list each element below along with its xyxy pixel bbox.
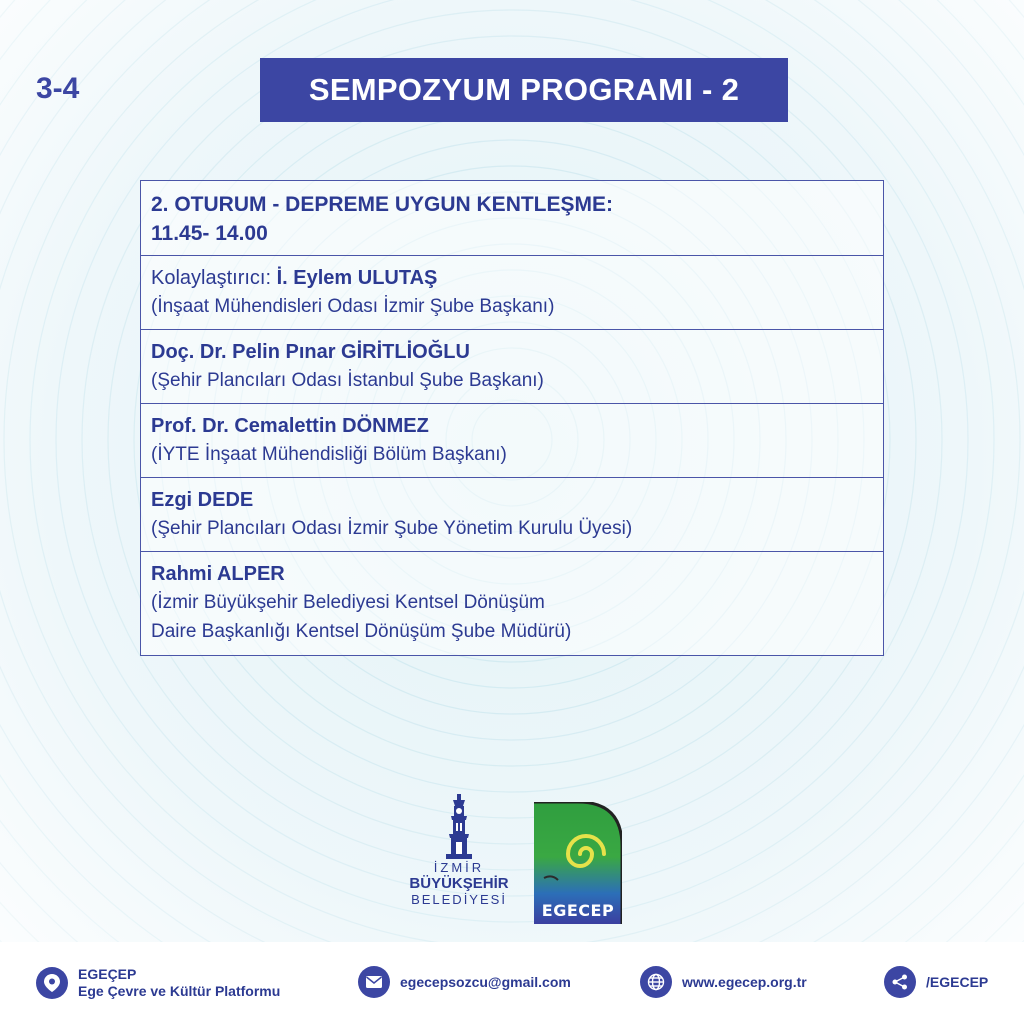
website-url[interactable]: www.egecep.org.tr	[682, 974, 807, 990]
izmir-municipality-logo	[394, 794, 524, 924]
globe-icon	[640, 966, 672, 998]
footer-social[interactable]	[884, 966, 988, 998]
facilitator-name: İ. Eylem ULUTAŞ	[276, 267, 438, 289]
speaker-row	[141, 329, 883, 403]
speaker-affiliation: Daire Başkanlığı Kentsel Dönüşüm Şube Müdürü)	[151, 621, 572, 642]
footer-organization	[36, 966, 280, 1000]
egecep-logo-text: EGECEP	[541, 901, 615, 920]
speaker-affiliation: (Şehir Plancıları Odası İzmir Şube Yönetim Kurulu Üyesi)	[151, 518, 633, 539]
speaker-affiliation: (Şehir Plancıları Odası İstanbul Şube Başkanı)	[151, 370, 544, 391]
speaker-row	[141, 477, 883, 551]
facilitator-affiliation: (İnşaat Mühendisleri Odası İzmir Şube Başkanı)	[151, 296, 555, 317]
speaker-row	[141, 551, 883, 655]
speaker-row	[141, 403, 883, 477]
speaker-name: Doç. Dr. Pelin Pınar GİRİTLİOĞLU	[151, 341, 470, 363]
speaker-name: Rahmi ALPER	[151, 563, 285, 585]
clock-tower-icon	[436, 794, 482, 860]
facilitator-label: Kolaylaştırıcı:	[151, 267, 277, 289]
speaker-name: Prof. Dr. Cemalettin DÖNMEZ	[151, 415, 429, 437]
share-icon	[884, 966, 916, 998]
speaker-affiliation: (İzmir Büyükşehir Belediyesi Kentsel Dönüşüm	[151, 592, 545, 613]
session-header	[141, 181, 883, 255]
mail-icon	[358, 966, 390, 998]
speaker-affiliation: (İYTE İnşaat Mühendisliği Bölüm Başkanı)	[151, 444, 507, 465]
ibb-logo-line1: İZMİR	[433, 860, 485, 875]
egecep-logo	[534, 802, 622, 924]
page-title: SEMPOZYUM PROGRAMI - 2	[260, 58, 788, 122]
facilitator-row	[141, 255, 883, 329]
location-pin-icon	[36, 967, 68, 999]
ibb-logo-line3: BELEDİYESİ	[411, 892, 507, 907]
page-number: 3-4	[36, 72, 80, 105]
social-handle[interactable]: /EGECEP	[926, 974, 989, 990]
footer	[0, 942, 1024, 1024]
session-title: 2. OTURUM - DEPREME UYGUN KENTLEŞME:	[151, 193, 614, 216]
session-time: 11.45- 14.00	[151, 222, 268, 245]
email-address[interactable]: egecepsozcu@gmail.com	[400, 974, 571, 990]
ibb-logo-line2: BÜYÜKŞEHİR	[409, 875, 509, 892]
speaker-name: Ezgi DEDE	[151, 489, 254, 511]
footer-website[interactable]	[640, 966, 807, 998]
program-table	[140, 180, 884, 656]
organization-name: EGEÇEP	[78, 966, 137, 982]
footer-email[interactable]	[358, 966, 571, 998]
organization-full-name: Ege Çevre ve Kültür Platformu	[78, 983, 281, 999]
partner-logos	[394, 794, 634, 924]
